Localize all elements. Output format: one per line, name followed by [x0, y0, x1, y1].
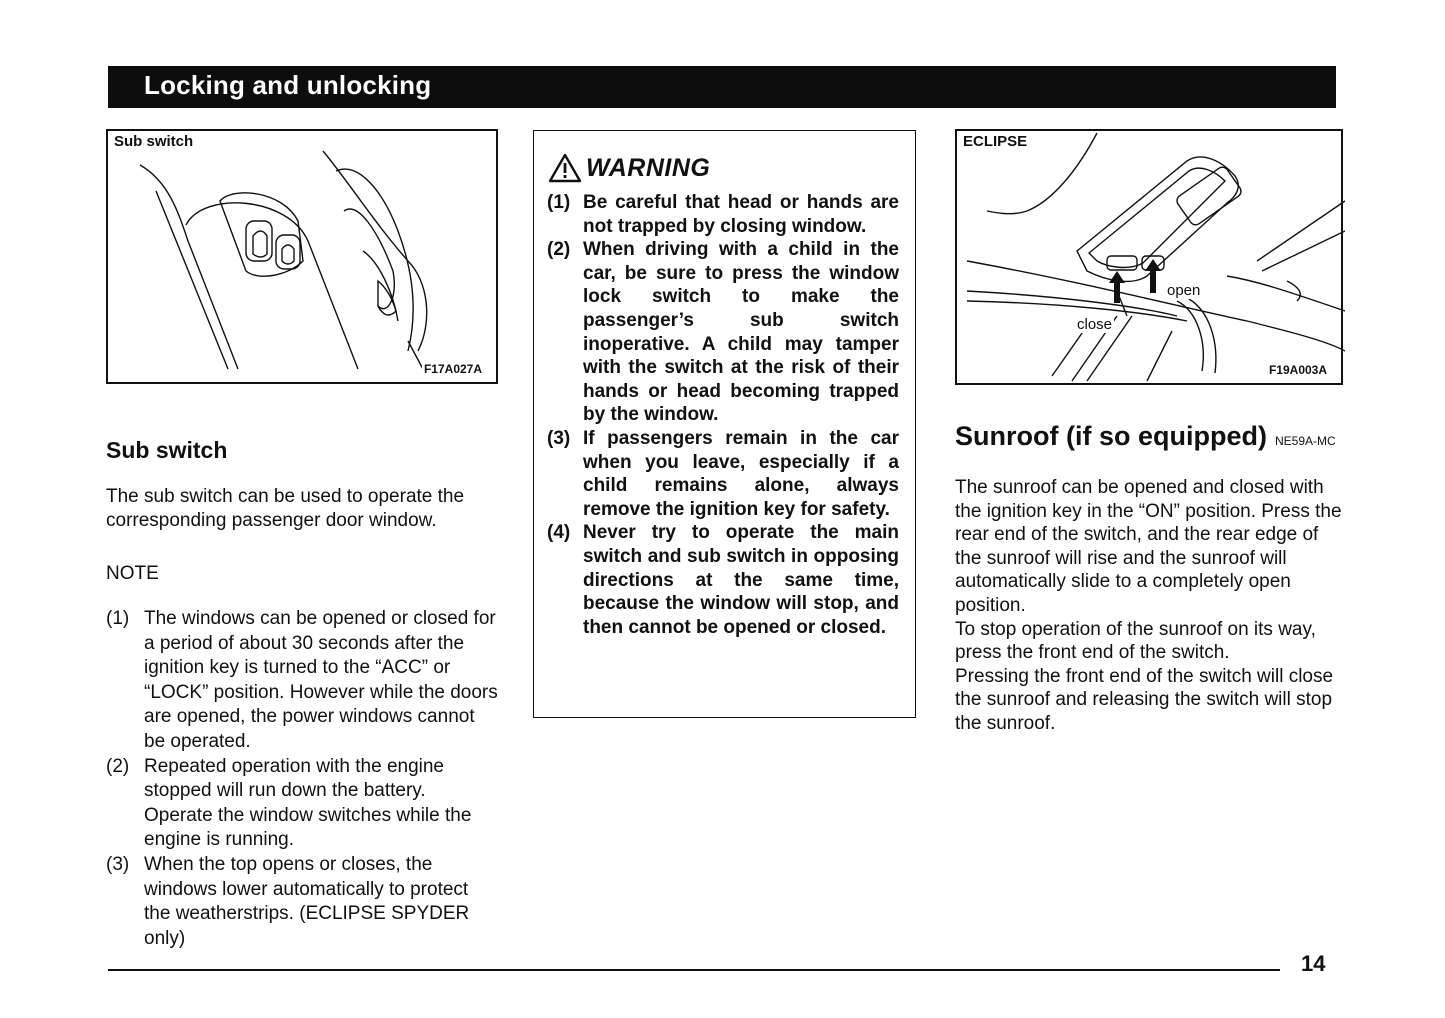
sunroof-heading: [955, 421, 1336, 452]
warning-triangle-icon: [548, 153, 582, 183]
note-number: (3): [106, 853, 130, 875]
sunroof-paragraph: Pressing the front end of the switch will close the sunroof and releasing the switch will stop the sunroof.: [955, 665, 1334, 734]
sub-switch-figure: [106, 129, 498, 384]
list-item: [547, 191, 899, 238]
warning-title: [548, 153, 710, 183]
sunroof-figure: [955, 129, 1343, 385]
footer-rule: [108, 969, 1280, 971]
close-label: close: [1077, 316, 1113, 333]
note-text: The windows can be opened or closed for a period of about 30 seconds after the ignition key is turned to the “ACC” or “LOCK” position. However while the doors are opened, the power windows cannot be operated.: [144, 608, 498, 752]
sunroof-paragraph: The sunroof can be opened and closed with the ignition key in the “ON” position. Press the rear end of the switch, and the rear edge of the sunroof will rise and the sunroof will automatically slide to a completely open position.: [955, 477, 1342, 616]
warning-text: Never try to operate the main switch and sub switch in opposing directions at the same time, because the window will stop, and then cannot be opened or closed.: [583, 522, 899, 638]
sunroof-title: Sunroof (if so equipped): [955, 421, 1267, 451]
warning-text: Be careful that head or hands are not trapped by closing window.: [583, 192, 899, 237]
list-item: [547, 238, 899, 427]
section-header-bar: [108, 66, 1336, 108]
section-title: Locking and unlocking: [144, 70, 432, 100]
note-text: When the top opens or closes, the windows lower automatically to protect the weatherstrips. (ECLIPSE SPYDER only): [144, 853, 470, 949]
warning-number: (1): [547, 192, 571, 213]
list-item: [547, 427, 899, 521]
page-number: 14: [1301, 951, 1326, 976]
sub-switch-description: The sub switch can be used to operate the corresponding passenger door window.: [106, 486, 465, 532]
list-item: [106, 607, 498, 755]
note-number: (1): [106, 608, 130, 629]
sunroof-switch-illustration: [957, 131, 1345, 387]
list-item: [106, 755, 498, 853]
figure-label: Sub switch: [114, 133, 197, 150]
note-label: NOTE: [106, 563, 159, 584]
list-item: [547, 521, 899, 639]
list-item: [106, 853, 498, 951]
sunroof-code: NE59A-MC: [1274, 434, 1336, 448]
figure-label: ECLIPSE: [963, 133, 1031, 150]
warning-number: (2): [547, 239, 571, 261]
warning-number: (3): [547, 427, 571, 449]
warning-box: [533, 130, 916, 718]
sunroof-paragraph: To stop operation of the sunroof on its way, press the front end of the switch.: [955, 618, 1316, 664]
figure-code: F17A027A: [423, 362, 482, 376]
door-switch-illustration: [108, 131, 500, 386]
warning-title-text: WARNING: [586, 153, 711, 182]
warning-text: When driving with a child in the car, be sure to press the window lock switch to make the passenger’s sub switch inoperative. A child may tamper with the switch at the risk of their hands or head becoming trapped by the window.: [583, 239, 899, 426]
note-text: Repeated operation with the engine stopped will run down the battery. Operate the window switches while the engine is running.: [144, 755, 472, 851]
warning-number: (4): [547, 522, 571, 544]
open-label: open: [1167, 282, 1201, 299]
note-number: (2): [106, 755, 130, 777]
warning-text: If passengers remain in the car when you leave, especially if a child remains alone, always remove the ignition key for safety.: [583, 427, 899, 520]
sub-switch-heading: Sub switch: [106, 437, 228, 463]
sunroof-description: [955, 476, 1343, 736]
warning-list: [547, 191, 899, 639]
figure-code: F19A003A: [1268, 363, 1327, 377]
note-list: [106, 607, 498, 951]
